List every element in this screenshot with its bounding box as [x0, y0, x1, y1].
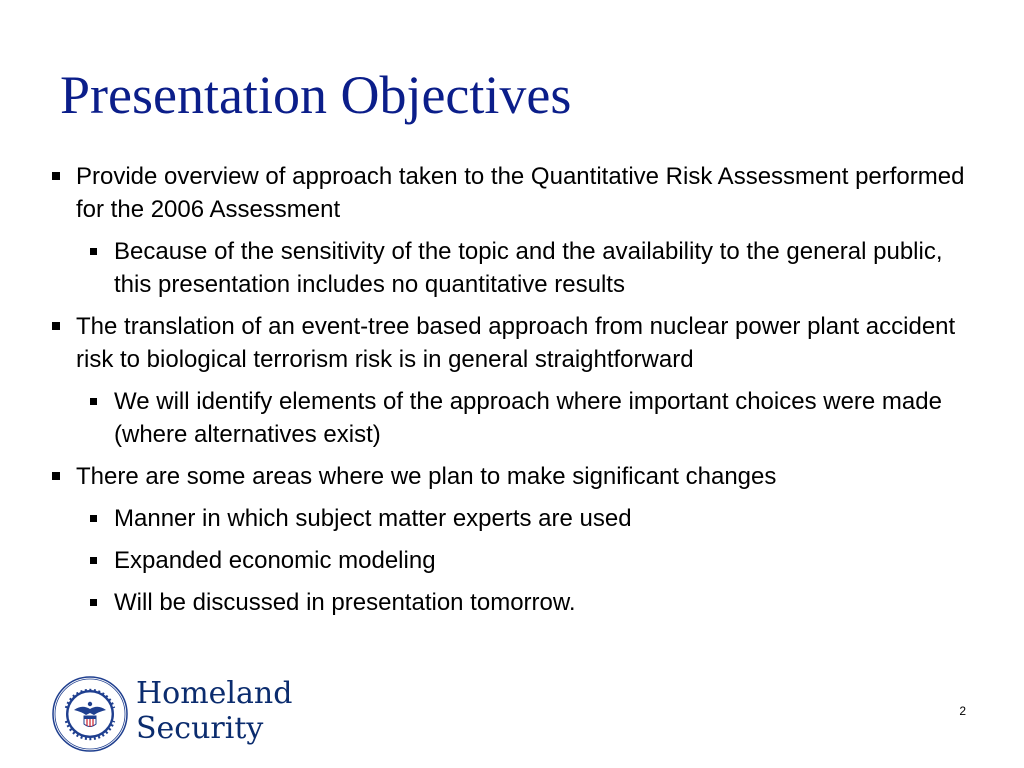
wordmark-line-security: Security	[136, 711, 264, 746]
sub-bullet-item: Will be discussed in presentation tomorrow.	[90, 586, 982, 619]
bullet-item: Provide overview of approach taken to the Quantitative Risk Assessment performed for the 2006 Assessment	[52, 160, 982, 226]
sub-bullet-item: Because of the sensitivity of the topic and the availability to the general public, this presentation includes no quantitative results	[90, 235, 982, 301]
slide-title: Presentation Objectives	[60, 65, 572, 125]
wordmark-line-homeland: Homeland	[136, 676, 293, 711]
dhs-wordmark	[136, 676, 292, 746]
bullet-list	[52, 160, 982, 628]
bullet-item: The translation of an event-tree based approach from nuclear power plant accident risk to biological terrorism risk is in general straightforward	[52, 310, 982, 376]
sub-bullet-item: Expanded economic modeling	[90, 544, 982, 577]
bullet-item: There are some areas where we plan to make significant changes	[52, 460, 982, 493]
sub-bullet-item: We will identify elements of the approach where important choices were made (where alternatives exist)	[90, 385, 982, 451]
page-number: 2	[959, 704, 966, 718]
sub-bullet-item: Manner in which subject matter experts are used	[90, 502, 982, 535]
dhs-seal-icon	[52, 676, 128, 752]
dhs-logo	[52, 672, 312, 754]
